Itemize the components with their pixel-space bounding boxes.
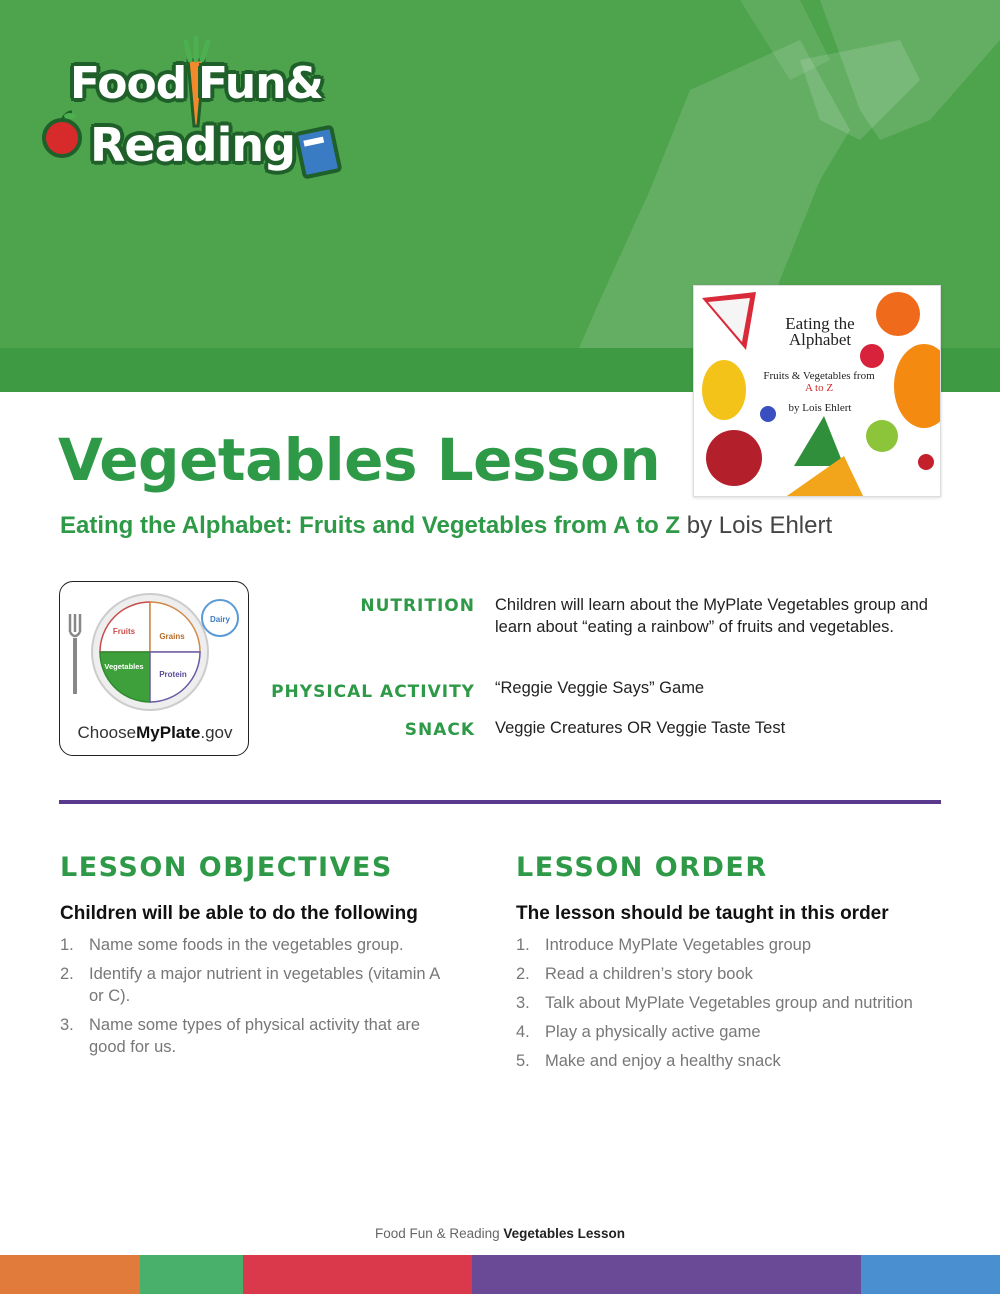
footer-stripe-purple xyxy=(472,1255,861,1294)
list-item: 3. Name some types of physical activity that are good for us. xyxy=(60,1016,421,1056)
list-item: 1. Introduce MyPlate Vegetables group xyxy=(516,936,812,954)
footer-stripe-blue xyxy=(861,1255,1000,1294)
myplate-dairy-label: Dairy xyxy=(209,615,231,624)
myplate-logo xyxy=(59,581,249,756)
myplate-vegetables-label: Vegetables xyxy=(104,662,144,671)
order-subheading: The lesson should be taught in this order xyxy=(516,903,889,924)
physical-activity-label: PHYSICAL ACTIVITY xyxy=(271,682,475,702)
subtitle-book-title: Eating the Alphabet: Fruits and Vegetables from A to Z xyxy=(60,512,681,539)
book-cover-title: Eating the Alphabet xyxy=(785,314,855,349)
snack-value: Veggie Creatures OR Veggie Taste Test xyxy=(495,719,786,737)
objectives-subheading: Children will be able to do the following xyxy=(60,903,418,924)
list-item: 4. Play a physically active game xyxy=(516,1023,761,1041)
myplate-grains-label: Grains xyxy=(159,632,185,641)
footer-text: Food Fun & Reading Vegetables Lesson xyxy=(375,1226,625,1241)
list-item: 3. Talk about MyPlate Vegetables group and nutrition xyxy=(516,994,913,1012)
book-cover-subtitle: Fruits & Vegetables from A to Z xyxy=(763,370,875,394)
footer-stripe-green xyxy=(140,1255,243,1294)
logo-word-food: Food xyxy=(70,58,187,109)
fork-icon xyxy=(70,614,80,694)
section-divider xyxy=(59,800,941,804)
subtitle-author: by Lois Ehlert xyxy=(686,512,833,539)
list-item: 2. Read a children’s story book xyxy=(516,965,753,983)
snack-label: SNACK xyxy=(404,720,475,740)
nutrition-value: Children will learn about the MyPlate Vegetables group and learn about “eating a rainbow” of fruits and vegetables. xyxy=(495,596,928,636)
objectives-list xyxy=(60,934,440,1065)
apple-icon xyxy=(44,120,80,156)
order-list xyxy=(516,934,956,1079)
order-heading: LESSON ORDER xyxy=(516,852,768,883)
food-fun-reading-logo xyxy=(38,30,358,190)
book-icon xyxy=(296,127,340,178)
myplate-fruits-label: Fruits xyxy=(112,627,136,636)
page-title: Vegetables Lesson xyxy=(58,426,661,494)
list-item: 5. Make and enjoy a healthy snack xyxy=(516,1052,781,1070)
book-cover-author: by Lois Ehlert xyxy=(788,402,852,414)
page-subtitle xyxy=(60,512,832,540)
list-item: 1. Name some foods in the vegetables group. xyxy=(60,936,404,954)
myplate-graphic xyxy=(60,582,250,722)
objectives-heading: LESSON OBJECTIVES xyxy=(60,852,393,883)
myplate-protein-label: Protein xyxy=(159,670,187,679)
myplate-brand: ChooseMyPlate.gov xyxy=(77,723,233,742)
nutrition-label: NUTRITION xyxy=(360,596,475,616)
physical-activity-value: “Reggie Veggie Says” Game xyxy=(495,679,705,697)
footer-stripe-orange xyxy=(0,1255,140,1294)
logo-word-reading: Reading xyxy=(90,118,296,172)
logo-word-fun: Fun& xyxy=(198,58,323,109)
book-cover-image xyxy=(693,285,941,497)
footer-stripe-red xyxy=(243,1255,472,1294)
list-item: 2. Identify a major nutrient in vegetables (vitamin A or C). xyxy=(60,965,440,1005)
